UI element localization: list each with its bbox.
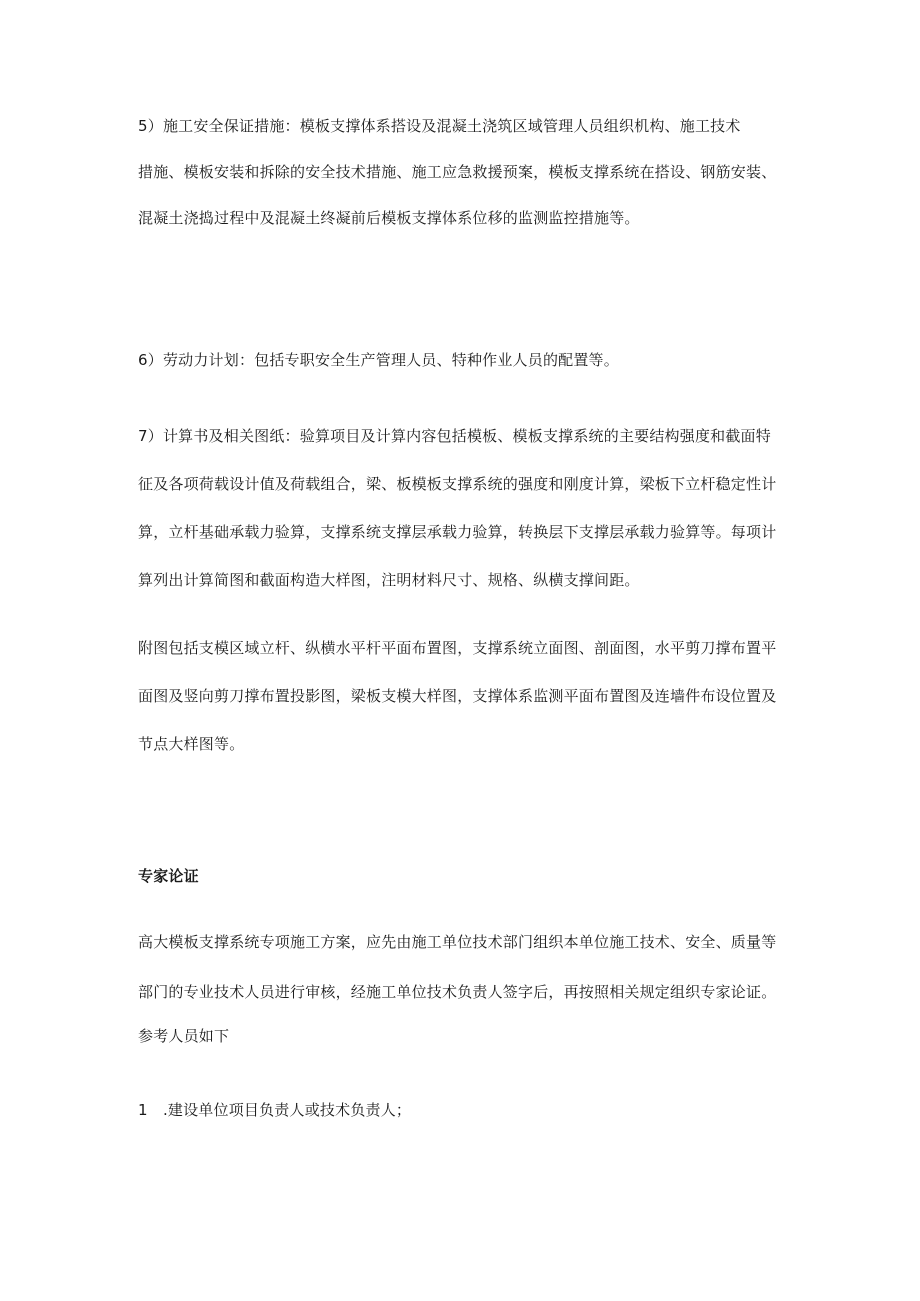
paragraph-line: 6）劳动力计划：包括专职安全生产管理人员、特种作业人员的配置等。: [138, 351, 619, 369]
paragraph-line: 措施、模板安装和拆除的安全技术措施、施工应急救援预案，模板支撑系统在搭设、钢筋安装、: [138, 163, 777, 181]
paragraph-line: 7）计算书及相关图纸：验算项目及计算内容包括模板、模板支撑系统的主要结构强度和截面特: [138, 427, 771, 445]
paragraph-line: 算，立杆基础承载力验算，支撑系统支撑层承载力验算，转换层下支撑层承载力验算等。每项计: [138, 523, 777, 541]
list-item: 1 .建设单位项目负责人或技术负责人；: [138, 1101, 412, 1119]
paragraph-line: 附图包括支模区域立杆、纵横水平杆平面布置图，支撑系统立面图、剖面图，水平剪刀撑布置平: [138, 639, 777, 657]
paragraph-line: 混凝土浇捣过程中及混凝土终凝前后模板支撑体系位移的监测监控措施等。: [138, 209, 640, 227]
paragraph-line: 高大模板支撑系统专项施工方案，应先由施工单位技术部门组织本单位施工技术、安全、质量等: [138, 933, 777, 951]
paragraph-line: 算列出计算简图和截面构造大样图，注明材料尺寸、规格、纵横支撑间距。: [138, 571, 640, 589]
paragraph-line: 征及各项荷载设计值及荷载组合，梁、板模板支撑系统的强度和刚度计算，梁板下立杆稳定性计: [138, 475, 777, 493]
paragraph-line: 5）施工安全保证措施：模板支撑体系搭设及混凝土浇筑区域管理人员组织机构、施工技术: [138, 117, 741, 135]
paragraph-line: 参考人员如下: [138, 1027, 230, 1045]
paragraph-line: 面图及竖向剪刀撑布置投影图，梁板支模大样图，支撑体系监测平面布置图及连墙件布设位置及: [138, 687, 777, 705]
section-heading: 专家论证: [138, 867, 199, 885]
paragraph-line: 部门的专业技术人员进行审核，经施工单位技术负责人签字后，再按照相关规定组织专家论证。: [138, 983, 777, 1001]
paragraph-line: 节点大样图等。: [138, 735, 245, 753]
